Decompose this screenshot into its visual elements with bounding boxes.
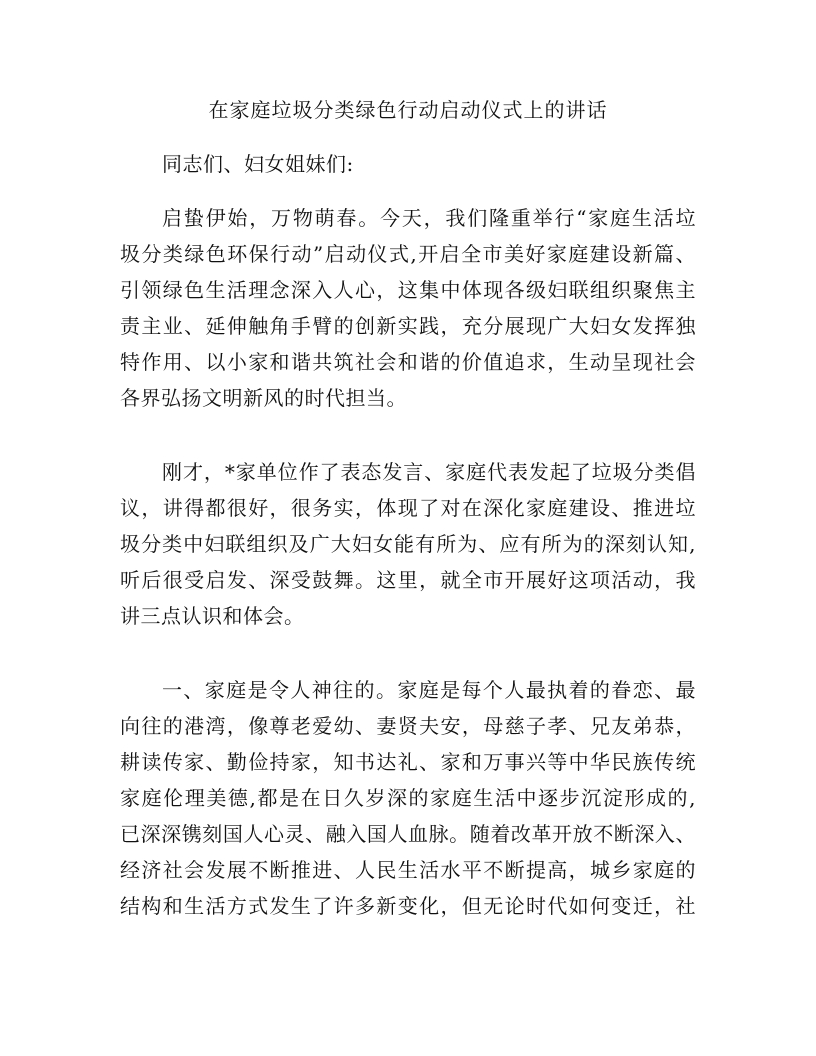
paragraph-3-line-4: 家庭伦理美德,都是在日久岁深的家庭生活中逐步沉淀形成的, — [120, 786, 696, 810]
paragraph-1-line-4: 责主业、延伸触角手臂的创新实践，充分展现广大妇女发挥独 — [120, 314, 696, 338]
paragraph-3-line-2: 向往的港湾，像尊老爱幼、妻贤夫安，母慈子孝、兄友弟恭， — [120, 714, 696, 738]
paragraph-3-line-5: 已深深镌刻国人心灵、融入国人血脉。随着改革开放不断深入、 — [120, 822, 696, 846]
paragraph-3-line-7: 结构和生活方式发生了许多新变化，但无论时代如何变迁，社 — [120, 894, 696, 918]
paragraph-1-line-2: 圾分类绿色环保行动”启动仪式,开启全市美好家庭建设新篇、 — [120, 242, 696, 266]
paragraph-1-line-6: 各界弘扬文明新风的时代担当。 — [120, 386, 407, 410]
paragraph-3-line-1: 一、家庭是令人神往的。家庭是每个人最执着的眷恋、最 — [162, 678, 696, 702]
paragraph-2-line-2: 议，讲得都很好，很务实，体现了对在深化家庭建设、推进垃 — [120, 496, 696, 520]
paragraph-3-line-6: 经济社会发展不断推进、人民生活水平不断提高，城乡家庭的 — [120, 858, 696, 882]
paragraph-2-line-4: 听后很受启发、深受鼓舞。这里，就全市开展好这项活动，我 — [120, 568, 696, 592]
paragraph-2-line-3: 圾分类中妇联组织及广大妇女能有所为、应有所为的深刻认知, — [120, 532, 696, 556]
salutation: 同志们、妇女姐妹们: — [162, 152, 354, 176]
paragraph-2-line-5: 讲三点认识和体会。 — [120, 604, 305, 628]
document-title: 在家庭垃圾分类绿色行动启动仪式上的讲话 — [208, 98, 608, 122]
paragraph-2-line-1: 刚才，*家单位作了表态发言、家庭代表发起了垃圾分类倡 — [162, 460, 696, 484]
paragraph-1-line-1: 启蛰伊始，万物萌春。今天，我们隆重举行“家庭生活垃 — [162, 206, 696, 230]
paragraph-1-line-5: 特作用、以小家和谐共筑社会和谐的价值追求，生动呈现社会 — [120, 350, 696, 374]
paragraph-1-line-3: 引领绿色生活理念深入人心，这集中体现各级妇联组织聚焦主 — [120, 278, 696, 302]
paragraph-3-line-3: 耕读传家、勤俭持家，知书达礼、家和万事兴等中华民族传统 — [120, 750, 696, 774]
